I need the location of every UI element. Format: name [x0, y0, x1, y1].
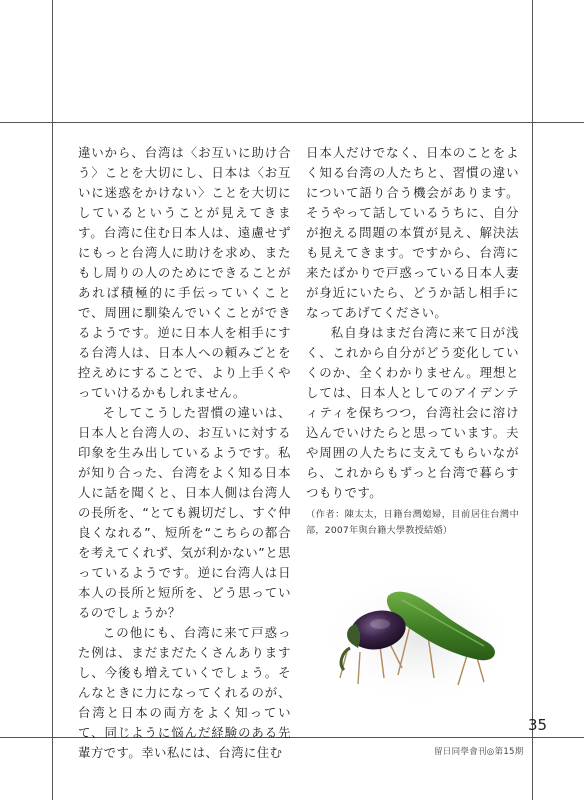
- eggplant-cucumber-illustration: [318, 560, 514, 710]
- crop-mark-top: [0, 122, 584, 123]
- right-text-column: [306, 143, 519, 539]
- left-text-column: [78, 143, 291, 763]
- left-paragraph-3: この他にも、台湾に来て戸惑った例は、まだまだたくさんありますし、今後も増えていくでしょう。そんなときに力になってくれるのが、台湾と日本の両方をよく知っていて、同じように悩んだ経験のある先輩方です。幸い私には、台湾に住む: [78, 625, 291, 760]
- left-paragraph-1: 違いから、台湾は〈お互いに助け合う〉ことを大切にし、日本は〈お互いに迷惑をかけない〉ことを大切にしているということが見えてきます。台湾に住む日本人は、遠慮せずにもっと台湾人に助けを求め、またもし周りの人のためにできることがあれば積極的に手伝っていくことで、周囲に馴染んでいくことができるようです。逆に日本人を相手にする台湾人は、日本人への頼みごとを控えめにすることで、より上手くやっていけるかもしれません。: [78, 145, 291, 400]
- left-paragraph-2: そしてこうした習慣の違いは、日本人と台湾人の、お互いに対する印象を生み出しているようです。私が知り合った、台湾をよく知る日本人に話を聞くと、日本人側は台湾人の長所を、“とても親切だし、すぐ仲良くなれる”、短所を“こちらの都合を考えてくれず、気が利かない”と思っているようです。逆に台湾人は日本人の長所と短所を、どう思っているのでしょうか？: [78, 405, 291, 620]
- crop-mark-left: [52, 0, 53, 800]
- page-number: 35: [528, 716, 548, 734]
- crop-mark-right: [532, 0, 533, 800]
- right-paragraph-2: 私自身はまだ台湾に来て日が浅く、これから自分がどう変化していくのか、全くわかりません。理想としては、日本人としてのアイデンティティを保ちつつ，台湾社会に溶け込んでいけたらと思っています。夫や周囲の人たちに支えてもらいながら、これからもずっと台湾で暮らすつもりです。: [306, 325, 519, 500]
- right-paragraph-1: 日本人だけでなく、日本のことをよく知る台湾の人たちと、習慣の違いについて語り合う機会があります。そうやって話しているうちに、自分が抱える問題の本質が見え、解決法も見えてきます。ですから、台湾に来たばかりで戸惑っている日本人妻が身近にいたら、どうか話し相手になってあげてください。: [306, 145, 519, 320]
- author-note: （作者：陳太太，日籍台灣媳婦，目前居住台灣中部，2007年與台籍大學教授結婚）: [306, 509, 519, 536]
- footer-journal-title: 留日同學會刊◎第15期: [434, 747, 524, 757]
